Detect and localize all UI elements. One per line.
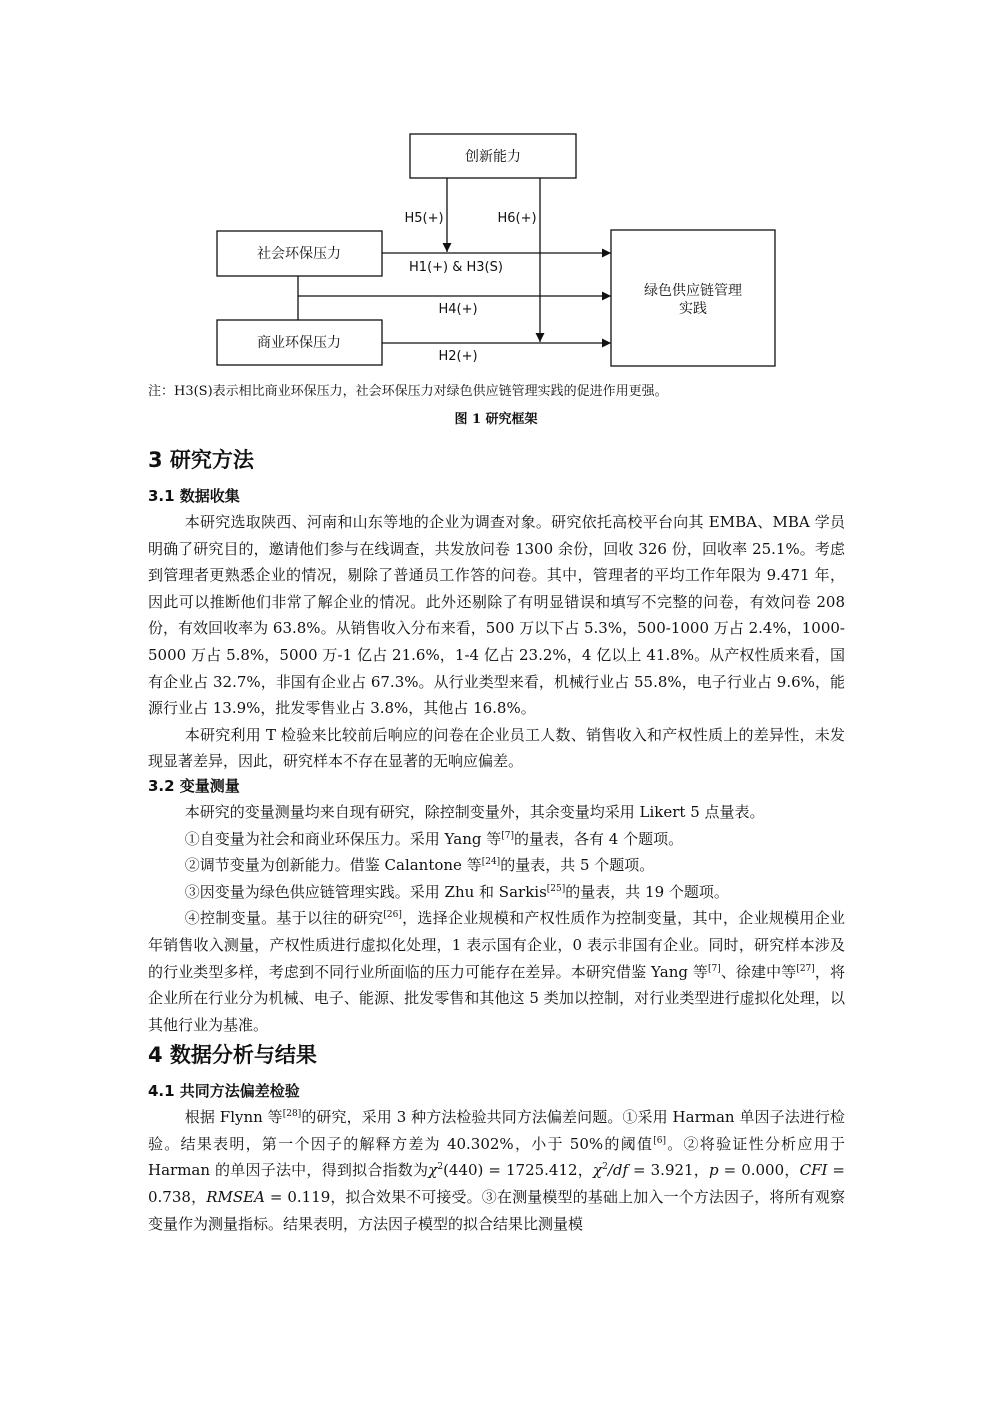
h5-label: H5(+) [404, 211, 444, 226]
section-3-1-paragraph-2: 本研究利用 T 检验来比较前后响应的问卷在企业员工人数、销售收入和产权性质上的差异性，未发现显著差异，因此，研究样本不存在显著的无响应偏差。 [148, 725, 845, 771]
body-content [148, 445, 845, 1237]
gscm-label-line1: 绿色供应链管理 [644, 283, 742, 299]
research-framework-diagram [0, 0, 992, 380]
section-3-2-paragraph-3: ②调节变量为创新能力。借鉴 Calantone 等[24]的量表，共 5 个题项。 [184, 856, 655, 875]
citation: [25] [546, 883, 566, 894]
citation: [26] [383, 910, 402, 921]
gscm-label-line2: 实践 [679, 301, 707, 317]
innovation-label: 创新能力 [465, 149, 521, 165]
section-3-1-paragraph-1: 本研究选取陕西、河南和山东等地的企业为调查对象。研究依托高校平台向其 EMBA、MBA 学员明确了研究目的，邀请他们参与在线调查，共发放问卷 1300 余份，回收 326 份，回收率 25.1%。考虑到管理者更熟悉企业的情况，剔除了普通员工作答的问卷。其中，管理者的平均工作年限为 9.471 年，因此可以推断他们非常了解企业的情况。此外还剔除了有明显错误和填写不完整的问卷，有效问卷 208 份，有效回收率为 63.8%。从销售收入分布来看，500 万以下占 5.3%，500-1000 万占 2.4%，1000-5000 万占 5.8%，5000 万-1 亿占 21.6%，1-4 亿占 23.2%，4 亿以上 41.8%。从产权性质来看，国有企业占 32.7%，非国有企业占 67.3%。从行业类型来看，机械行业占 55.8%，电子行业占 9.6%，能源行业占 13.9%，批发零售业占 3.8%，其他占 16.8%。 [148, 513, 845, 718]
figure-note: 注：H3(S)表示相比商业环保压力，社会环保压力对绿色供应链管理实践的促进作用更强。 [148, 384, 668, 399]
h1-h3-label: H1(+) & H3(S) [409, 260, 503, 275]
h4-label: H4(+) [438, 302, 478, 317]
section-3-2-paragraph-1: 本研究的变量测量均来自现有研究，除控制变量外，其余变量均采用 Likert 5 点量表。 [184, 802, 765, 821]
social-pressure-label: 社会环保压力 [257, 246, 341, 262]
section-3-title: 3 研究方法 [148, 448, 254, 472]
citation: [28] [282, 1109, 302, 1120]
commercial-pressure-label: 商业环保压力 [257, 335, 341, 351]
section-3-2-paragraph-2: ①自变量为社会和商业环保压力。采用 Yang 等[7]的量表，各有 4 个题项。 [184, 829, 684, 848]
section-3-2-paragraph-5: ④控制变量。基于以往的研究[26]，选择企业规模和产权性质作为控制变量，其中，企业规模用企业年销售收入测量，产权性质进行虚拟化处理，1 表示国有企业，0 表示非国有企业。同时，研究样本涉及的行业类型多样，考虑到不同行业所面临的压力可能存在差异。本研究借鉴 Yang 等[7]、徐建中等[27]，将企业所在行业分为机械、电子、能源、批发零售和其他这 5 类加以控制，对行业类型进行虚拟化处理，以其他行业为基准。 [148, 909, 845, 1034]
h6-label: H6(+) [497, 211, 537, 226]
figure-caption: 图 1 研究框架 [454, 412, 538, 427]
citation: [6] [653, 1135, 666, 1146]
citation: [27] [796, 963, 815, 974]
section-4-1-paragraph-1: 根据 Flynn 等[28]的研究，采用 3 种方法检验共同方法偏差问题。①采用 Harman 单因子法进行检验。结果表明，第一个因子的解释方差为 40.302%，小于 50%的阈值[6]。②将验证性分析应用于 Harman 的单因子法中，得到拟合指数为$\chi^2(440) = 1725.412$，$\chi^2/df = 3.921$，p = 0.000，CFI = 0.738，RMSEA = 0.119，拟合效果不可接受。③在测量模型的基础上加入一个方法因子，将所有观察变量作为测量指标。结果表明，方法因子模型的拟合结果比测量模 [148, 1108, 845, 1233]
citation: [7] [707, 963, 721, 974]
citation: [24] [481, 857, 501, 868]
section-3-2-title: 3.2 变量测量 [148, 776, 240, 795]
h2-label: H2(+) [438, 349, 478, 364]
section-4-title: 4 数据分析与结果 [148, 1043, 317, 1068]
section-3-1-title: 3.1 数据收集 [148, 487, 240, 505]
citation: [7] [501, 830, 514, 841]
section-4-1-title: 4.1 共同方法偏差检验 [148, 1082, 300, 1101]
section-3-2-paragraph-4: ③因变量为绿色供应链管理实践。采用 Zhu 和 Sarkis[25]的量表，共 19 个题项。 [184, 882, 729, 901]
